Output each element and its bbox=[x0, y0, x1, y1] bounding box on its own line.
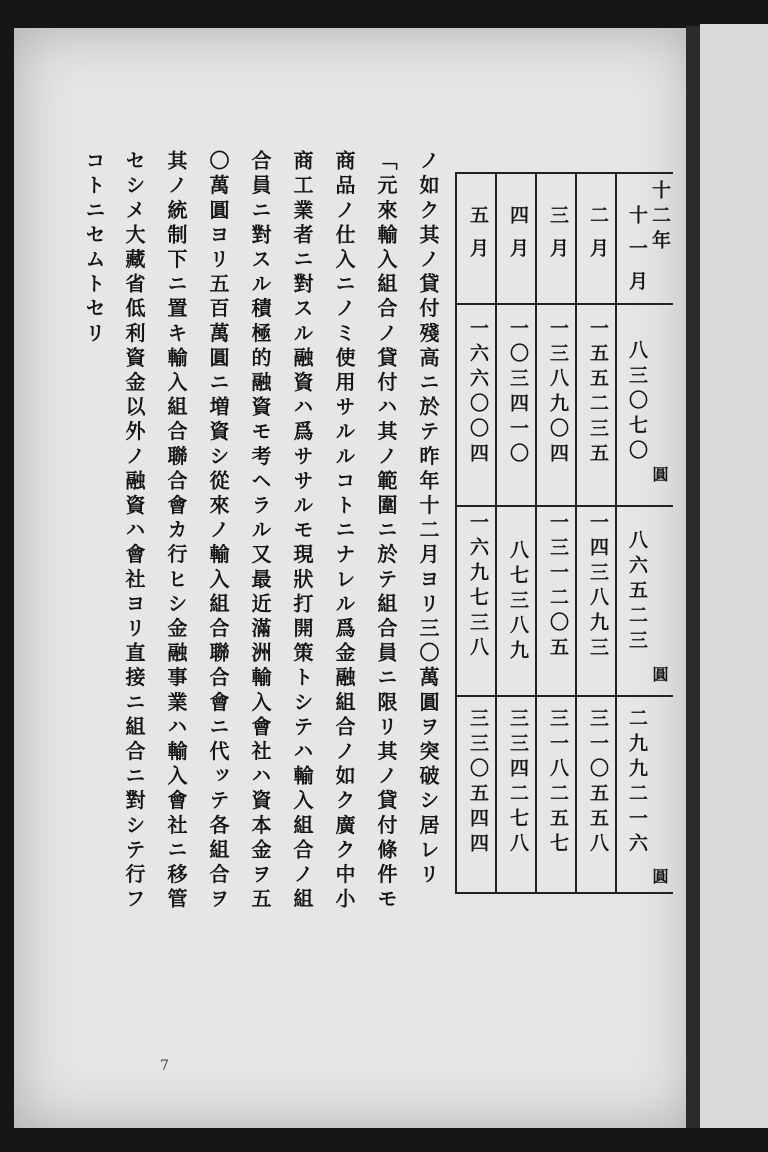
page-mark: 7 bbox=[160, 1058, 169, 1074]
table-cell: 三三四二七八 bbox=[507, 708, 529, 858]
text-line: 商工業者ニ對スル融資ハ爲ササルモ現狀打開策トシテハ輸入組合ノ組 bbox=[290, 150, 314, 913]
table-cell: 八三〇七〇 bbox=[626, 340, 648, 465]
table-row-divider bbox=[535, 172, 537, 894]
table-cell: 一四三八九三 bbox=[587, 512, 609, 662]
month-header: 三月 bbox=[547, 205, 569, 271]
table-year-header: 十二年 bbox=[649, 180, 671, 255]
table-cell: 三一八二五七 bbox=[547, 708, 569, 858]
table-left-rule bbox=[455, 172, 457, 894]
table-cell: 三一〇五五八 bbox=[587, 708, 609, 858]
table-cell: 一六九七三八 bbox=[467, 512, 489, 662]
unit-label: 圓 bbox=[650, 466, 669, 488]
table-cell: 八六五二三 bbox=[626, 530, 648, 655]
month-header: 二月 bbox=[587, 205, 609, 271]
month-header: 五月 bbox=[467, 205, 489, 271]
text-line: ノ如ク其ノ貸付殘高ニ於テ昨年十二月ヨリ三〇萬圓ヲ突破シ居レリ bbox=[416, 150, 440, 888]
table-row-divider bbox=[495, 172, 497, 894]
page-gutter bbox=[686, 26, 700, 1128]
unit-label: 圓 bbox=[650, 666, 669, 688]
text-line: 商品ノ仕入ニノミ使用サルルコトニナレル爲金融組合ノ如ク廣ク中小 bbox=[332, 150, 356, 913]
text-line: 〇萬圓ヨリ五百萬圓ニ増資シ從來ノ輸入組合聯合會ニ代ッテ各組合ヲ bbox=[206, 150, 230, 913]
month-header: 十一月 bbox=[626, 205, 648, 304]
table-cell: 一〇三四一〇 bbox=[507, 318, 529, 468]
text-line: セシメ大藏省低利資金以外ノ融資ハ會社ヨリ直接ニ組合ニ對シテ行フ bbox=[122, 150, 146, 913]
table-row-divider bbox=[575, 172, 577, 894]
table-row-divider bbox=[615, 172, 617, 894]
table-cell: 三三〇五四四 bbox=[467, 708, 489, 858]
table-cell: 一三八九〇四 bbox=[547, 318, 569, 468]
month-header: 四月 bbox=[507, 205, 529, 271]
table-cell: 一六六〇〇四 bbox=[467, 318, 489, 468]
text-line: 合員ニ對スル積極的融資モ考ヘラル又最近滿洲輸入會社ハ資本金ヲ五 bbox=[248, 150, 272, 913]
unit-label: 圓 bbox=[650, 868, 669, 890]
text-line: コトニセムトセリ bbox=[82, 150, 106, 347]
text-line: 其ノ統制下ニ置キ輸入組合聯合會カ行ヒシ金融事業ハ輸入會社ニ移管 bbox=[164, 150, 188, 913]
table-col2-rule bbox=[455, 695, 673, 697]
table-col1-rule bbox=[455, 505, 673, 507]
facing-page-edge bbox=[700, 24, 768, 1128]
table-cell: 一三一二〇五 bbox=[547, 512, 569, 662]
table-cell: 一五五二三五 bbox=[587, 318, 609, 468]
table-bottom-rule bbox=[455, 892, 673, 894]
text-line: 「元來輸入組合ノ貸付ハ其ノ範圍ニ於テ組合員ニ限リ其ノ貸付條件モ bbox=[374, 150, 398, 913]
table-top-rule bbox=[455, 172, 673, 174]
table-cell: 八七三八九 bbox=[507, 540, 529, 665]
table-cell: 二九九二一六 bbox=[626, 708, 648, 858]
